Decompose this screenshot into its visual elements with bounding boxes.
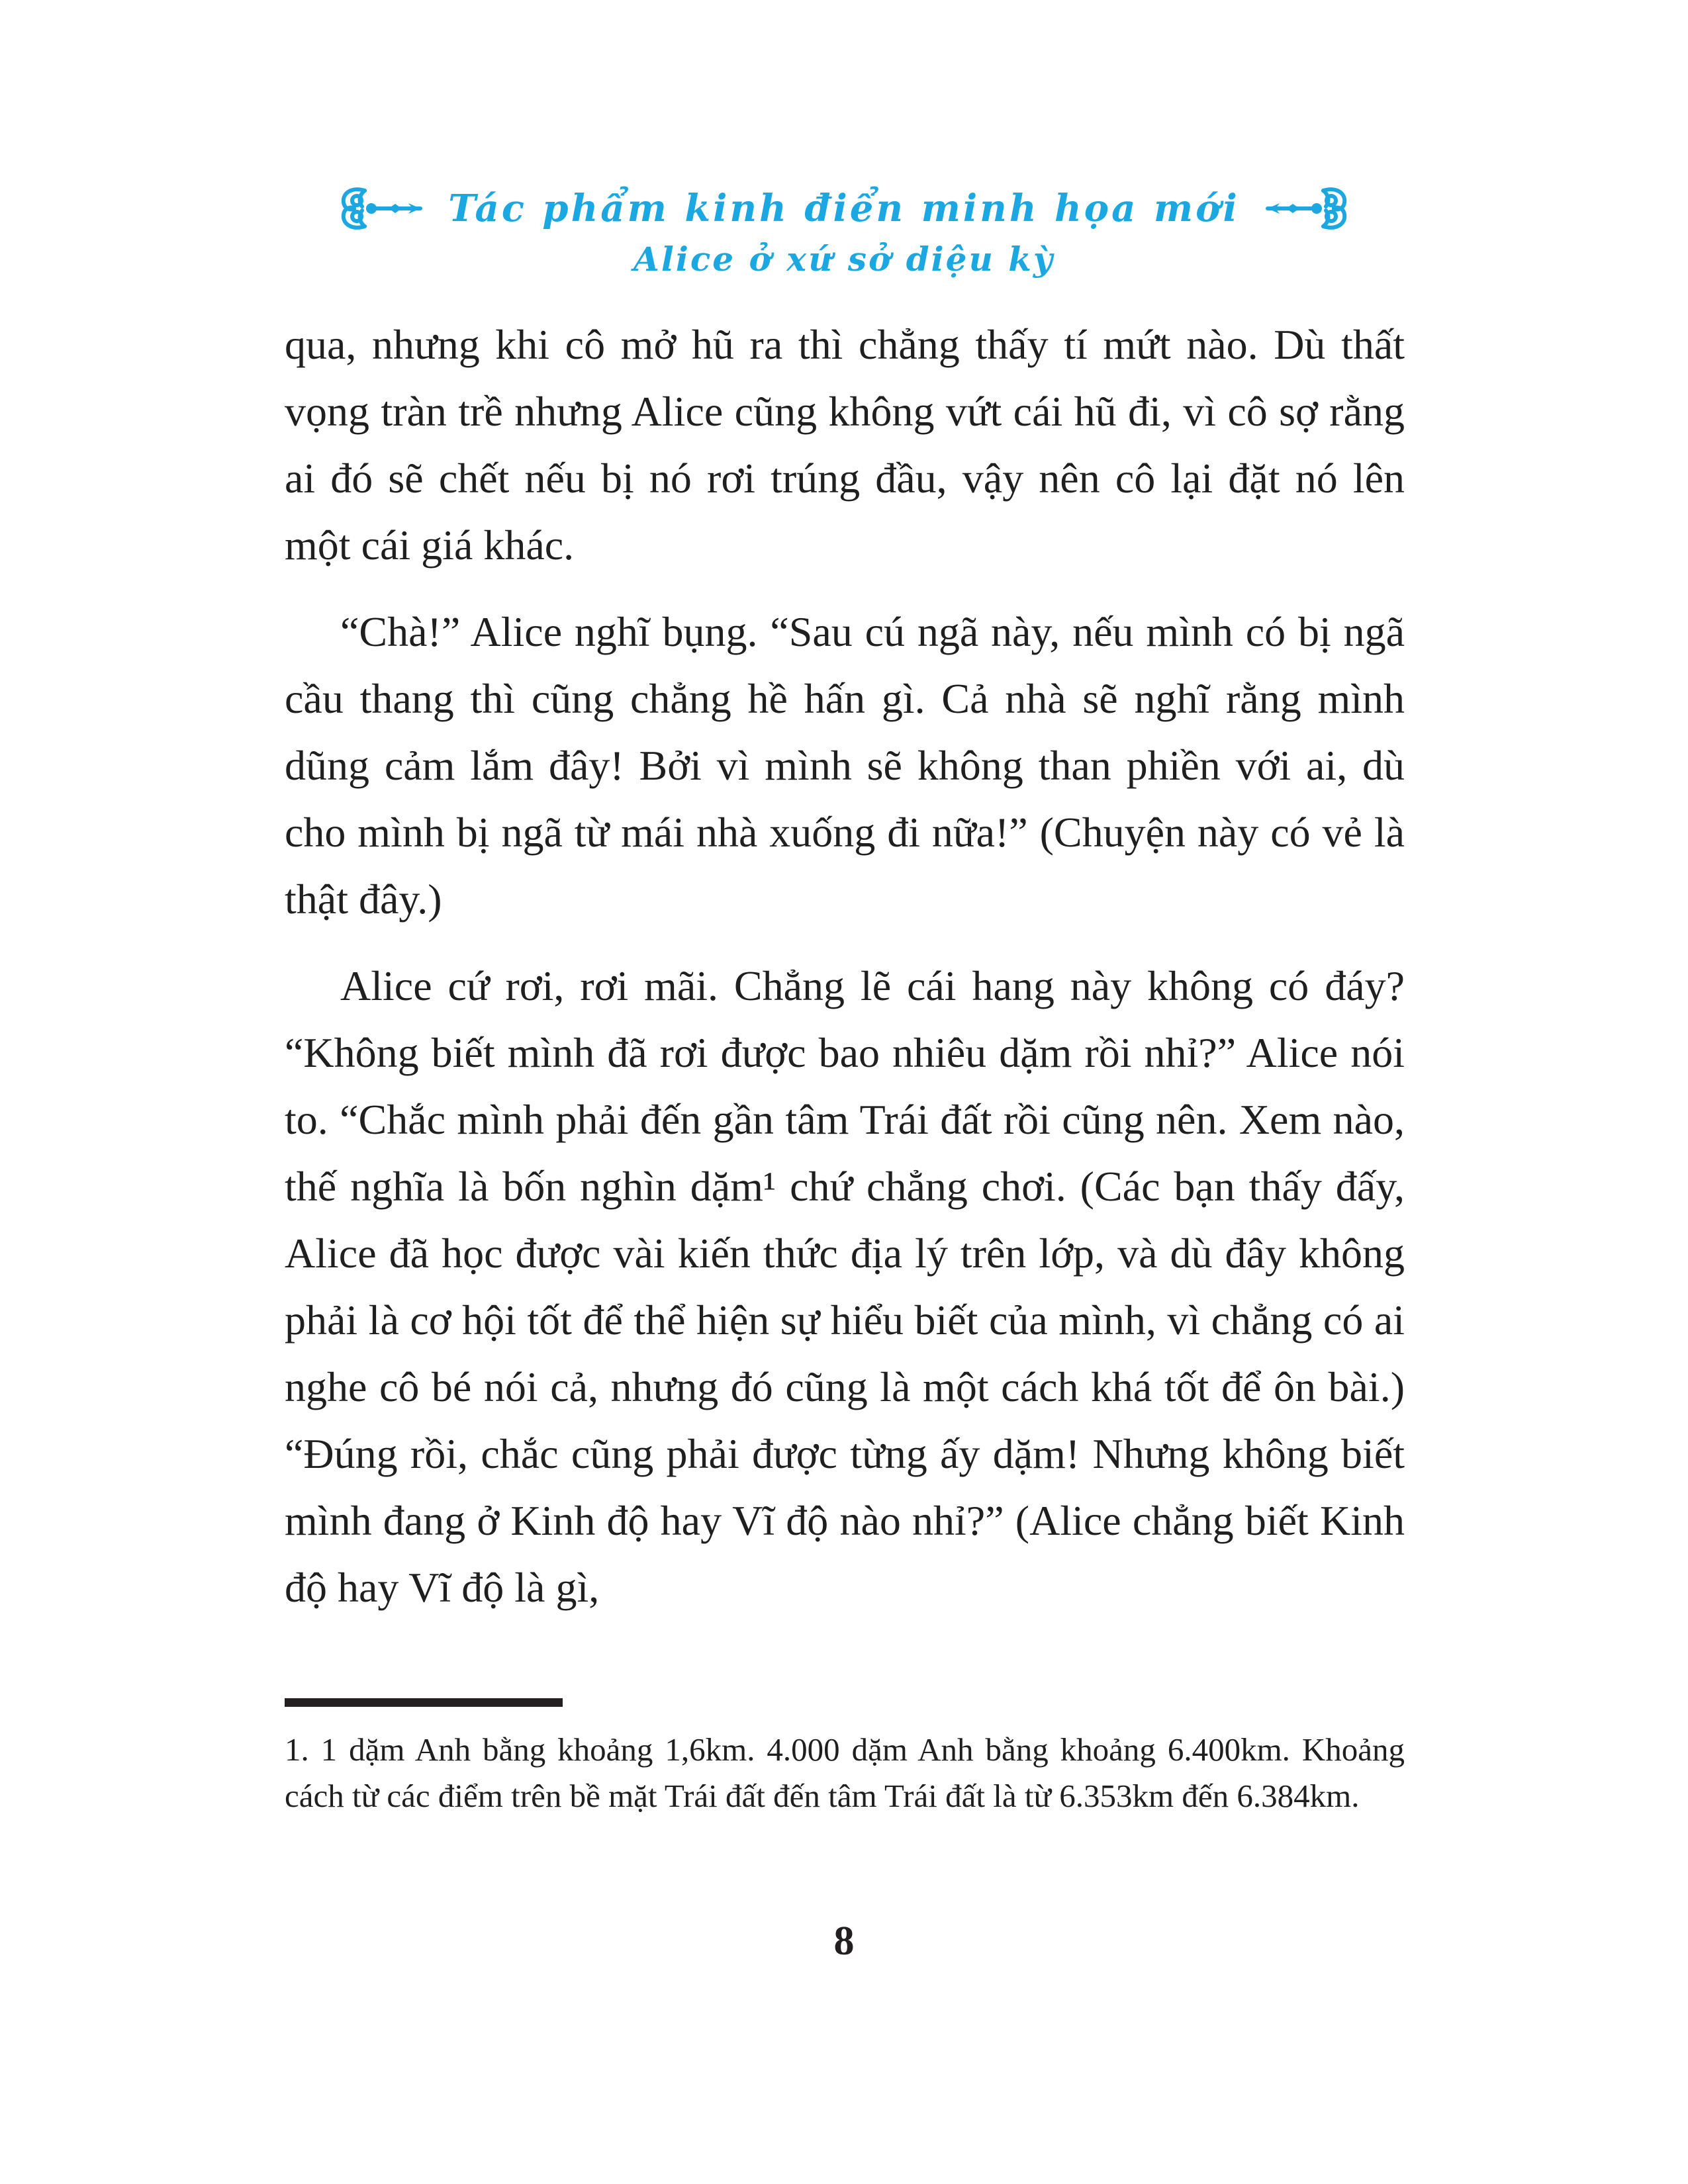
body-paragraph: Alice cứ rơi, rơi mãi. Chẳng lẽ cái hang này không có đáy? “Không biết mình đã rơi được bao nhiêu dặm rồi nhỉ?” Alice nói to. “Chắc mình phải đến gần tâm Trái đất rồi cũng nên. Xem nào, thế nghĩa là bốn nghìn dặm¹ chứ chẳng chơi. (Các bạn thấy đấy, Alice đã học được vài kiến thức địa lý trên lớp, và dù đây không phải là cơ hội tốt để thể hiện sự hiểu biết của mình, vì chẳng có ai nghe cô bé nói cả, nhưng đó cũng là một cách khá tốt để ôn bài.) “Đúng rồi, chắc cũng phải được từng ấy dặm! Nhưng không biết mình đang ở Kinh độ hay Vĩ độ nào nhỉ?” (Alice chẳng biết Kinh độ hay Vĩ độ là gì, — [285, 962, 1405, 1611]
body-paragraph: “Chà!” Alice nghĩ bụng. “Sau cú ngã này, nếu mình có bị ngã cầu thang thì cũng chẳng hề hấn gì. Cả nhà sẽ nghĩ rằng mình dũng cảm lắm đây! Bởi vì mình sẽ không than phiền với ai, dù cho mình bị ngã từ mái nhà xuống đi nữa!” (Chuyện này có vẻ là thật đây.) — [285, 608, 1405, 923]
fleuron-left-icon — [340, 184, 426, 233]
page-number: 8 — [833, 1919, 855, 1964]
footnote — [285, 1698, 1405, 1819]
body-paragraph: qua, nhưng khi cô mở hũ ra thì chẳng thấy tí mứt nào. Dù thất vọng tràn trề nhưng Alice cũng không vứt cái hũ đi, vì cô sợ rằng ai đó sẽ chết nếu bị nó rơi trúng đầu, vậy nên cô lại đặt nó lên một cái giá khác. — [285, 321, 1405, 569]
footnote-text: 1. 1 dặm Anh bằng khoảng 1,6km. 4.000 dặm Anh bằng khoảng 6.400km. Khoảng cách từ các điểm trên bề mặt Trái đất đến tâm Trái đất là từ 6.353km đến 6.384km. — [285, 1731, 1405, 1814]
fleuron-right-icon — [1262, 184, 1348, 233]
book-title: Alice ở xứ sở diệu kỳ — [633, 240, 1055, 279]
page-body — [285, 311, 1405, 1641]
footnote-divider — [285, 1698, 563, 1707]
page-header — [0, 184, 1688, 279]
series-title: Tác phẩm kinh điển minh họa mới — [448, 187, 1240, 230]
series-title-row — [0, 184, 1688, 233]
